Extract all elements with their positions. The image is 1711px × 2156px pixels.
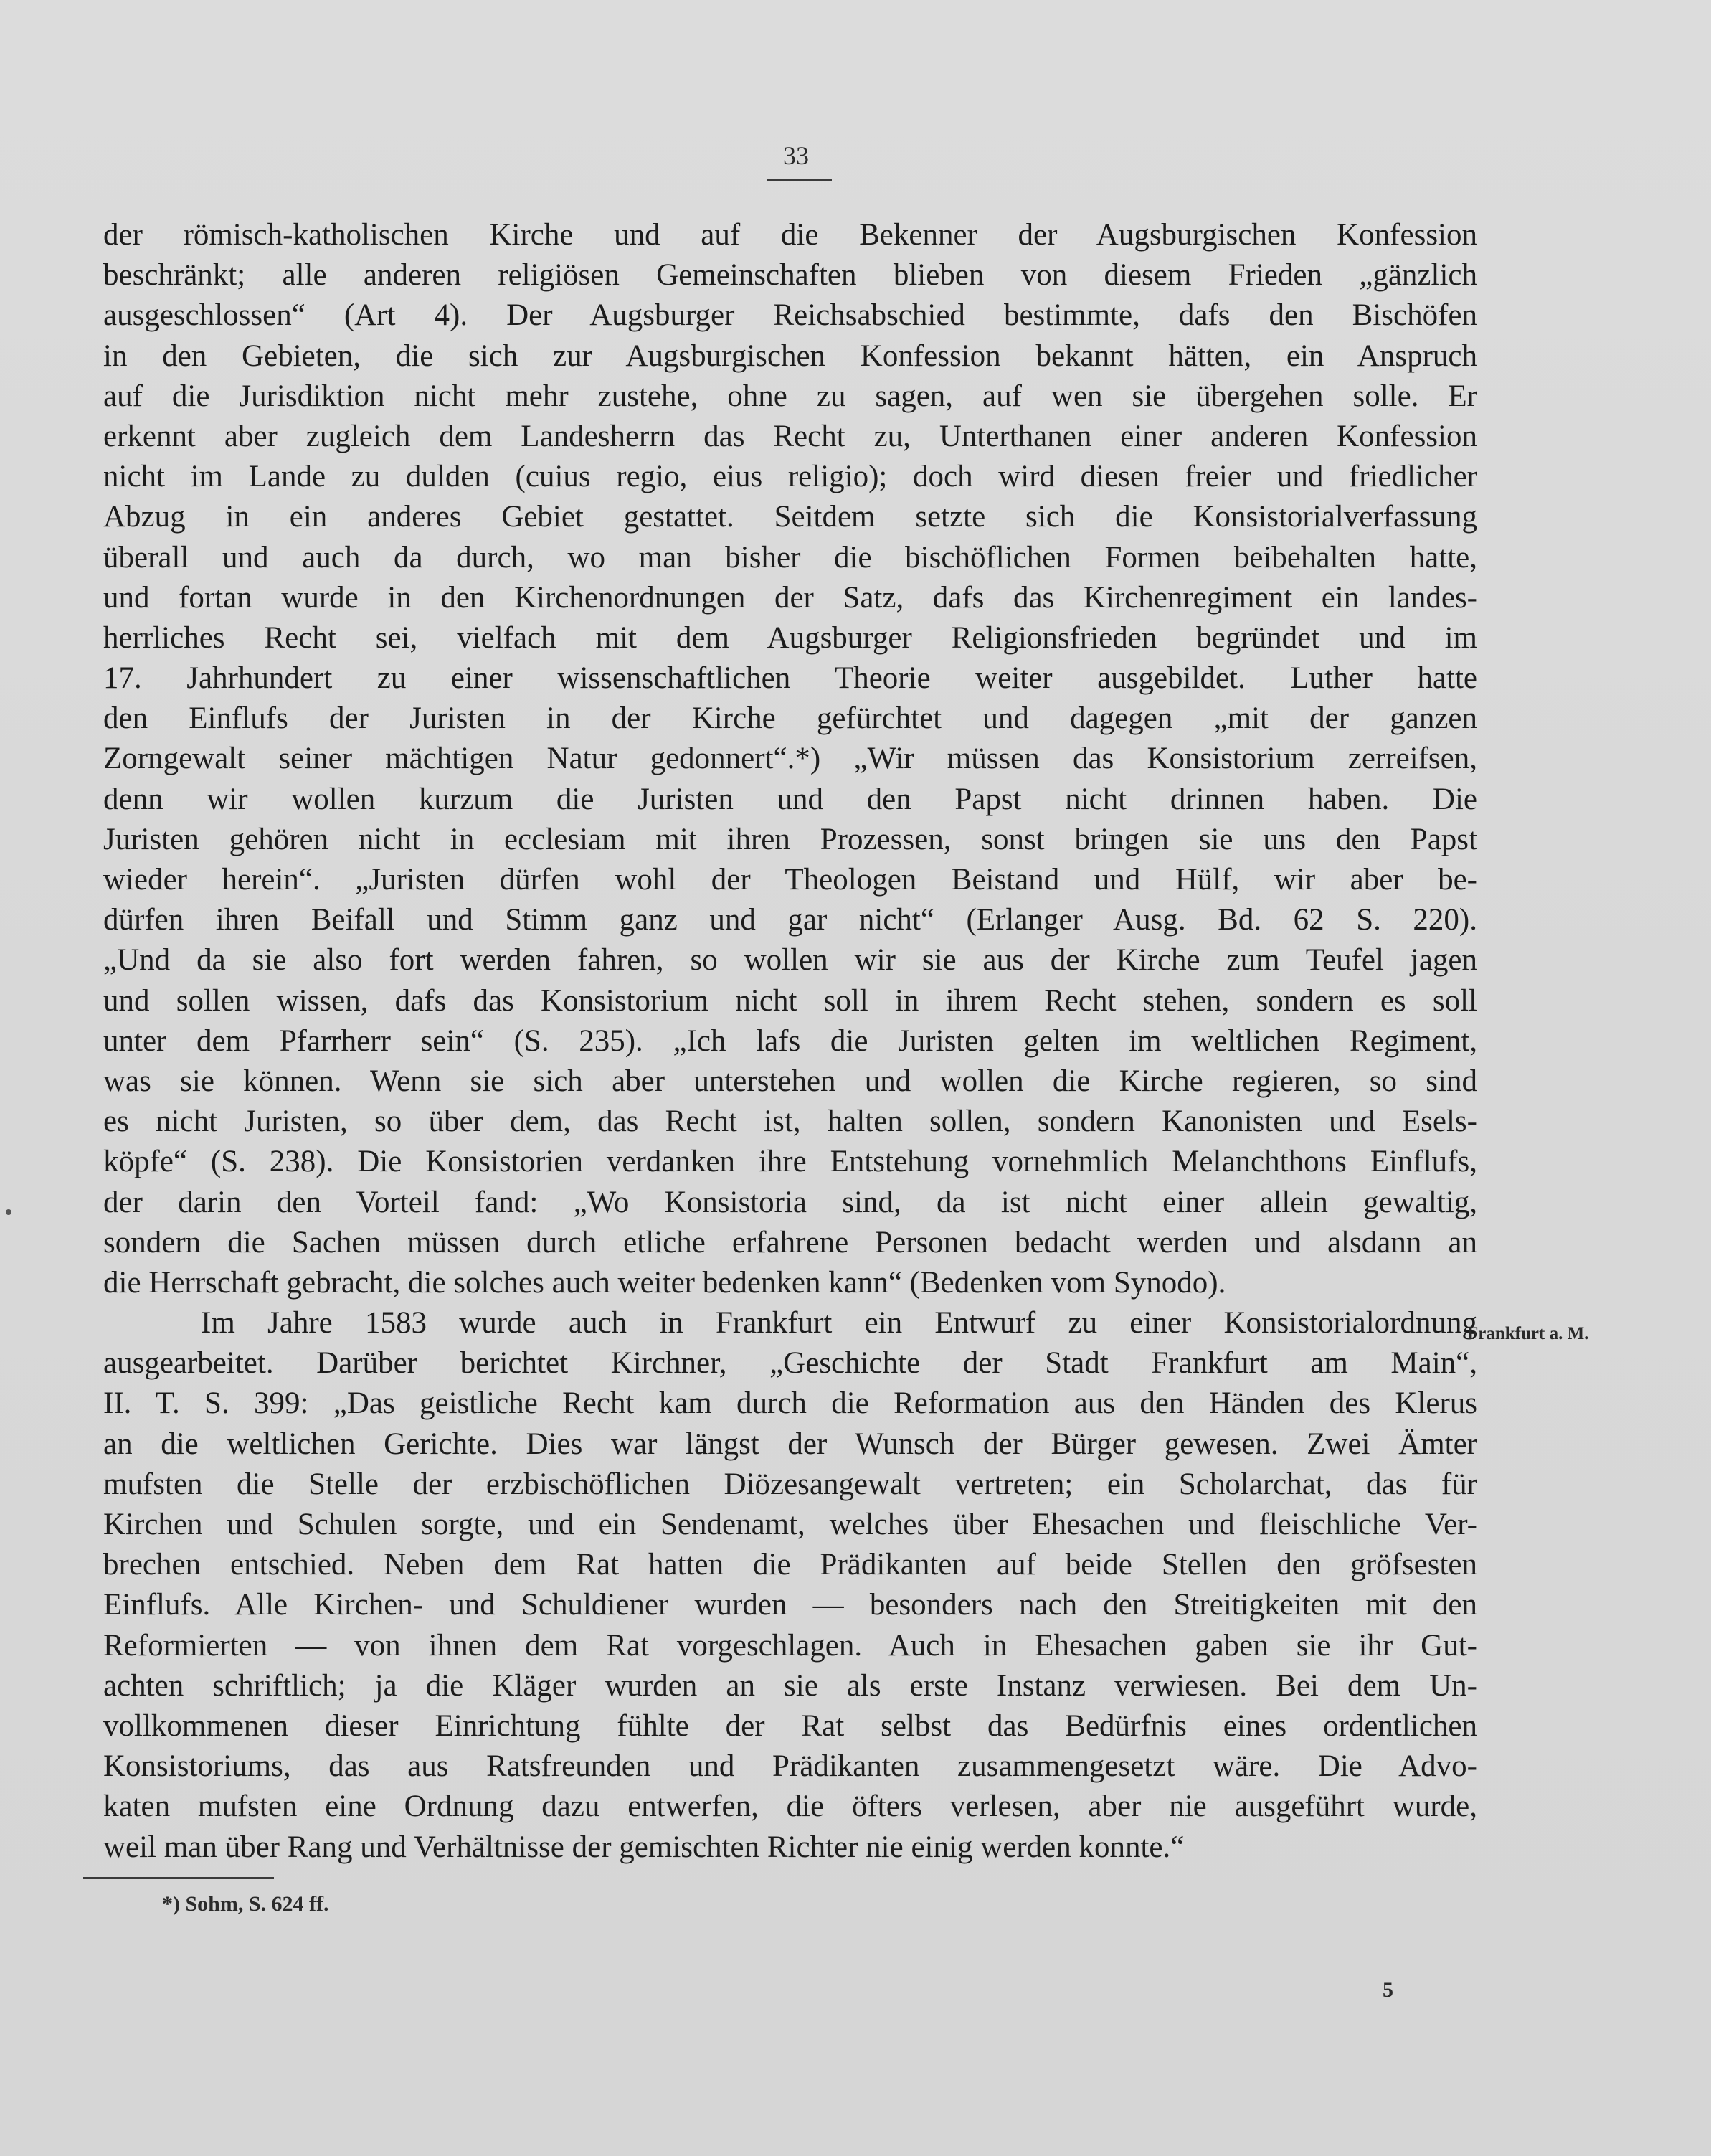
text-line: der darin den Vorteil fand: „Wo Konsistoria sind, da ist nicht einer allein gewaltig, [103, 1185, 1477, 1219]
text-line: mufsten die Stelle der erzbischöflichen Diözesangewalt vertreten; ein Scholarchat, das für [103, 1467, 1477, 1501]
text-line: weil man über Rang und Verhältnisse der gemischten Richter nie einig werden konnte.“ [103, 1830, 1185, 1864]
text-line: köpfe“ (S. 238). Die Konsistorien verdanken ihre Entstehung vornehmlich Melanchthons Einflufs, [103, 1145, 1477, 1179]
text-line: denn wir wollen kurzum die Juristen und den Papst nicht drinnen haben. Die [103, 782, 1477, 816]
text-line: den Einflufs der Juristen in der Kirche gefürchtet und dagegen „mit der ganzen [103, 701, 1477, 736]
text-line: brechen entschied. Neben dem Rat hatten die Prädikanten auf beide Stellen den gröfsesten [103, 1548, 1477, 1582]
signature-mark: 5 [1383, 1978, 1393, 2002]
footnote: *) Sohm, S. 624 ff. [162, 1892, 329, 1916]
text-line: an die weltlichen Gerichte. Dies war längst der Wunsch der Bürger gewesen. Zwei Ämter [103, 1427, 1477, 1461]
text-line: in den Gebieten, die sich zur Augsburgischen Konfession bekannt hätten, ein Anspruch [103, 339, 1477, 373]
text-line: Abzug in ein anderes Gebiet gestattet. Seitdem setzte sich die Konsistorialverfassung [103, 500, 1477, 534]
text-line: Juristen gehören nicht in ecclesiam mit ihren Prozessen, sonst bringen sie uns den Papst [103, 822, 1477, 856]
text-line: II. T. S. 399: „Das geistliche Recht kam durch die Reformation aus den Händen des Klerus [103, 1386, 1477, 1421]
margin-note: Frankfurt a. M. [1467, 1324, 1589, 1343]
text-line: was sie können. Wenn sie sich aber unterstehen und wollen die Kirche regieren, so sind [103, 1064, 1477, 1098]
text-line: katen mufsten eine Ordnung dazu entwerfen, die öfters verlesen, aber nie ausgeführt wurde, [103, 1789, 1477, 1824]
text-line: auf die Jurisdiktion nicht mehr zustehe, ohne zu sagen, auf wen sie übergehen solle. Er [103, 379, 1477, 413]
text-line: 17. Jahrhundert zu einer wissenschaftlichen Theorie weiter ausgebildet. Luther hatte [103, 661, 1477, 696]
footnote-rule [83, 1877, 274, 1879]
text-line: überall und auch da durch, wo man bisher die bischöflichen Formen beibehalten hatte, [103, 540, 1477, 575]
text-line: achten schriftlich; ja die Kläger wurden an sie als erste Instanz verwiesen. Bei dem Un- [103, 1668, 1477, 1703]
text-line: „Und da sie also fort werden fahren, so wollen wir sie aus der Kirche zum Teufel jagen [103, 943, 1477, 978]
text-line: herrliches Recht sei, vielfach mit dem Augsburger Religionsfrieden begründet und im [103, 620, 1477, 655]
text-line: nicht im Lande zu dulden (cuius regio, eius religio); doch wird diesen freier und friedlicher [103, 460, 1477, 494]
text-line: erkennt aber zugleich dem Landesherrn das Recht zu, Unterthanen einer anderen Konfession [103, 419, 1477, 453]
text-line: dürfen ihren Beifall und Stimm ganz und gar nicht“ (Erlanger Ausg. Bd. 62 S. 220). [103, 903, 1477, 937]
text-line: und sollen wissen, dafs das Konsistorium nicht soll in ihrem Recht stehen, sondern es soll [103, 983, 1477, 1018]
page-number-rule [767, 179, 832, 181]
scan-speck [6, 1209, 11, 1215]
text-line: es nicht Juristen, so über dem, das Recht ist, halten sollen, sondern Kanonisten und Esels- [103, 1105, 1477, 1139]
text-line: Zorngewalt seiner mächtigen Natur gedonnert“.*) „Wir müssen das Konsistorium zerreifsen, [103, 742, 1477, 776]
text-line: vollkommenen dieser Einrichtung fühlte der Rat selbst das Bedürfnis eines ordentlichen [103, 1708, 1477, 1743]
text-line: ausgeschlossen“ (Art 4). Der Augsburger Reichsabschied bestimmte, dafs den Bischöfen [103, 298, 1477, 333]
text-line: Reformierten — von ihnen dem Rat vorgeschlagen. Auch in Ehesachen gaben sie ihr Gut- [103, 1628, 1477, 1663]
text-line: Einflufs. Alle Kirchen- und Schuldiener wurden — besonders nach den Streitigkeiten mit den [103, 1588, 1477, 1622]
text-line: sondern die Sachen müssen durch etliche erfahrene Personen bedacht werden und alsdann an [103, 1225, 1477, 1259]
text-line: und fortan wurde in den Kirchenordnungen der Satz, dafs das Kirchenregiment ein landes- [103, 580, 1477, 615]
text-line: Konsistoriums, das aus Ratsfreunden und Prädikanten zusammengesetzt wäre. Die Advo- [103, 1749, 1477, 1784]
text-line: Kirchen und Schulen sorgte, und ein Sendenamt, welches über Ehesachen und fleischliche Ver- [103, 1508, 1477, 1541]
text-line: der römisch-katholischen Kirche und auf die Bekenner der Augsburgischen Konfession [103, 218, 1477, 252]
text-line: wieder herein“. „Juristen dürfen wohl der Theologen Beistand und Hülf, wir aber be- [103, 863, 1477, 897]
text-line: beschränkt; alle anderen religiösen Gemeinschaften blieben von diesem Frieden „gänzlich [103, 258, 1477, 293]
text-line: unter dem Pfarrherr sein“ (S. 235). „Ich lafs die Juristen gelten im weltlichen Regiment, [103, 1023, 1477, 1058]
body-text [103, 215, 1477, 1868]
text-line: Im Jahre 1583 wurde auch in Frankfurt ein Entwurf zu einer Konsistorialordnung [201, 1306, 1477, 1341]
text-line: ausgearbeitet. Darüber berichtet Kirchner, „Geschichte der Stadt Frankfurt am Main“, [103, 1346, 1477, 1381]
text-line: die Herrschaft gebracht, die solches auch weiter bedenken kann“ (Bedenken vom Synodo). [103, 1265, 1226, 1300]
page-number: 33 [783, 141, 809, 170]
